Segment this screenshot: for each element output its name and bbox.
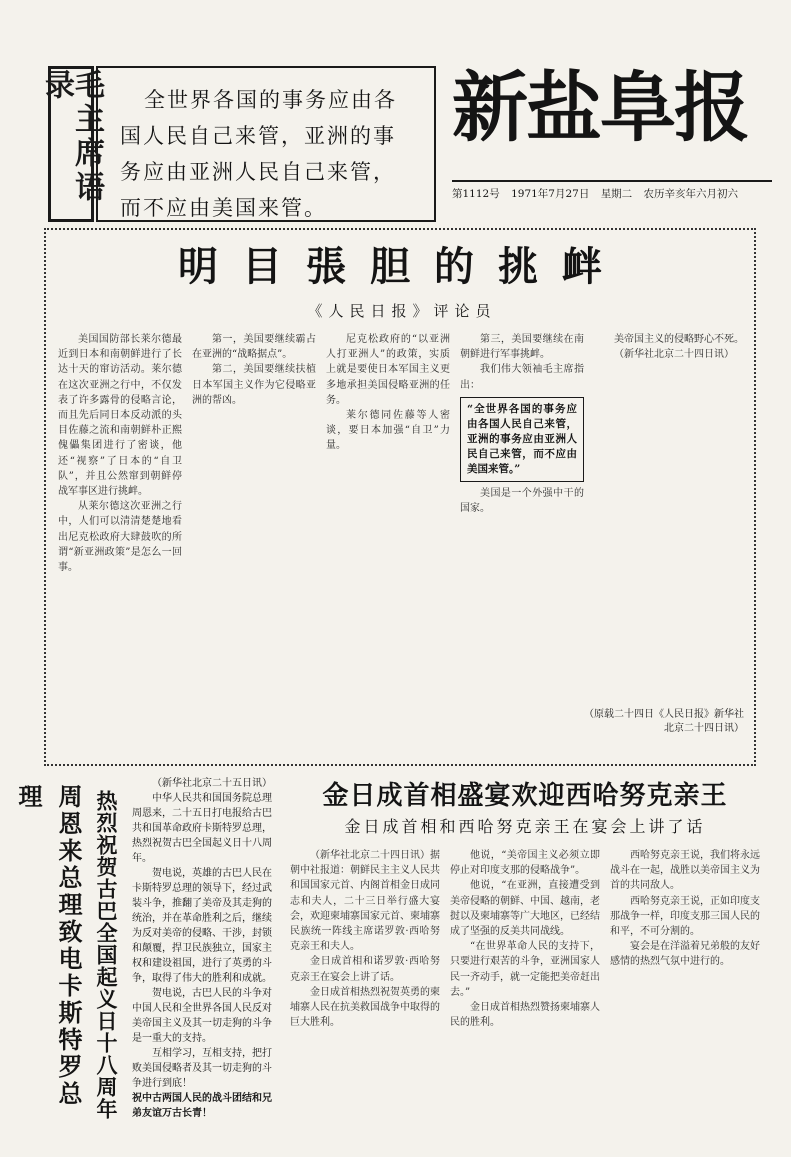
paragraph: 尼克松政府的“以亚洲人打亚洲人”的政策，实质上就是要使日本军国主义更多地承担美国侵略亚洲的任务。 bbox=[326, 334, 450, 406]
issue-number: 第1112号 bbox=[452, 188, 500, 200]
article-column bbox=[58, 332, 182, 752]
paragraph: 金日成首相和诺罗敦·西哈努克亲王在宴会上讲了话。 bbox=[290, 956, 440, 983]
issue-weekday: 星期二 bbox=[600, 188, 633, 200]
article-column bbox=[610, 848, 760, 1138]
mao-quote-text: 全世界各国的事务应由各国人民自己来管，亚洲的事务应由亚洲人民自己来管，而不应由美国来管。 bbox=[120, 88, 397, 220]
paragraph: 美国国防部长莱尔德最近到日本和南朝鲜进行了长达十天的窜访活动。莱尔德在这次亚洲之行中，不仅发表了许多露骨的侵略言论，而且先后同日本反动派的头目佐藤之流和南朝鲜朴正熙傀儡集团进行了密谈，他还“视察”了日本的“自卫队”，并且公然窜到朝鲜停战军事区进行挑衅。 bbox=[58, 334, 182, 498]
paragraph: 我们伟大领袖毛主席指出： bbox=[460, 364, 584, 391]
dateline: （新华社北京二十五日讯） bbox=[152, 778, 272, 789]
paragraph: 金日成首相热烈赞扬柬埔寨人民的胜利。 bbox=[450, 1002, 600, 1029]
closing-line: 祝中古两国人民的战斗团结和兄弟友谊万古长青！ bbox=[132, 1093, 272, 1119]
paragraph: “在世界革命人民的支持下，只要进行艰苦的斗争，亚洲国家人民一齐动手，就一定能把美帝赶出去。” bbox=[450, 941, 600, 998]
paragraph: 美帝国主义的侵略野心不死。 bbox=[614, 334, 744, 345]
paragraph: 贺电说，古巴人民的斗争对中国人民和全世界各国人民反对美帝国主义及其一切走狗的斗争是一重大的支持。 bbox=[132, 988, 272, 1044]
article-column bbox=[594, 332, 746, 702]
telegram-subheadline: 热烈祝贺古巴全国起义日十八周年 bbox=[94, 790, 118, 1120]
paragraph: 贺电说，英雄的古巴人民在卡斯特罗总理的领导下，经过武装斗争，推翻了美帝及其走狗的统治，并在革命胜利之后，继续为反对美帝的侵略、干涉，封锁和颠覆，捍卫民族独立，国家主权和建设祖国，进行了英勇的斗争，取得了伟大的胜利和成就。 bbox=[132, 868, 272, 984]
source-note: （原载二十四日《人民日报》新华社北京二十四日讯） bbox=[584, 709, 744, 734]
issue-date: 1971年7月27日 bbox=[511, 188, 590, 200]
paragraph: （新华社北京二十四日讯） bbox=[614, 349, 734, 361]
inline-quote-box: “全世界各国的事务应由各国人民自己来管，亚洲的事务应由亚洲人民自己来管，而不应由美国来管。” bbox=[460, 397, 584, 482]
paragraph: 从莱尔德这次亚洲之行中，人们可以清清楚楚地看出尼克松政府大肆鼓吹的所谓“新亚洲政策”是怎么一回事。 bbox=[58, 501, 182, 574]
article-column bbox=[290, 848, 440, 1138]
paragraph: 中华人民共和国国务院总理周恩来，二十五日打电报给古巴共和国革命政府卡斯特罗总理，热烈祝贺古巴全国起义日十八周年。 bbox=[132, 793, 272, 864]
commentary-headline: 明目張胆的挑衅 bbox=[178, 244, 626, 290]
telegram-body bbox=[132, 776, 278, 1136]
issue-lunar-date: 农历辛亥年六月初六 bbox=[643, 188, 739, 200]
telegram-headline: 周恩来总理致电卡斯特罗总理 bbox=[14, 784, 82, 1108]
commentary-article bbox=[44, 228, 756, 766]
paragraph: 西哈努克亲王说，我们将永远战斗在一起，战胜以美帝国主义为首的共同敌人。 bbox=[610, 850, 760, 892]
paragraph: 金日成首相热烈祝贺英勇的柬埔寨人民在抗美救国战争中取得的巨大胜利。 bbox=[290, 986, 440, 1029]
paragraph: 第一，美国要继续霸占在亚洲的“战略据点”。 bbox=[192, 334, 316, 361]
newspaper-title: 新盐阜报 bbox=[452, 63, 748, 152]
paragraph: 美国是一个外强中干的国家。 bbox=[460, 487, 584, 515]
paragraph: 莱尔德同佐藤等人密谈，要日本加强“自卫”力量。 bbox=[326, 410, 450, 452]
mao-quote-box bbox=[96, 66, 436, 222]
article-column bbox=[326, 332, 450, 752]
issue-line bbox=[452, 180, 772, 200]
quote-tag bbox=[39, 66, 104, 222]
banquet-subheadline: 金日成首相和西哈努克亲王在宴会上讲了话 bbox=[344, 817, 706, 836]
article-column bbox=[460, 332, 584, 752]
paragraph: 他说，“在亚洲，直接遭受到美帝侵略的朝鲜、中国、越南，老挝以及柬埔寨等广大地区，已经结成了坚强的反美共同战线。 bbox=[450, 880, 600, 938]
article-column bbox=[192, 332, 316, 752]
paragraph: 宴会是在洋溢着兄弟般的友好感情的热烈气氛中进行的。 bbox=[610, 941, 760, 968]
paragraph: 互相学习，互相支持，把打败美国侵略者及其一切走狗的斗争进行到底！ bbox=[132, 1048, 272, 1089]
paragraph: 第二，美国要继续扶植日本军国主义作为它侵略亚洲的帮凶。 bbox=[192, 364, 316, 406]
paragraph: （新华社北京二十四日讯）据朝中社报道：朝鲜民主主义人民共和国国家元首、内阁首相金日成同志和夫人，二十三日举行盛大宴会，欢迎柬埔寨国家元首、柬埔寨民族统一阵线主席诺罗敦·西哈努克亲王和夫人。 bbox=[290, 850, 440, 953]
commentary-byline: 《人民日报》评论员 bbox=[307, 302, 497, 320]
paragraph: 第三，美国要继续在南朝鲜进行军事挑衅。 bbox=[460, 334, 584, 361]
paragraph: 西哈努克亲王说，正如印度支那战争一样，印度支那三国人民的和平，不可分割的。 bbox=[610, 895, 760, 938]
banquet-headline: 金日成首相盛宴欢迎西哈努克亲王 bbox=[322, 781, 728, 811]
quote-tag-text: 毛主席语录 bbox=[39, 69, 104, 205]
article-column bbox=[450, 848, 600, 1138]
paragraph: 他说，“美帝国主义必须立即停止对印度支那的侵略战争”。 bbox=[450, 850, 600, 877]
